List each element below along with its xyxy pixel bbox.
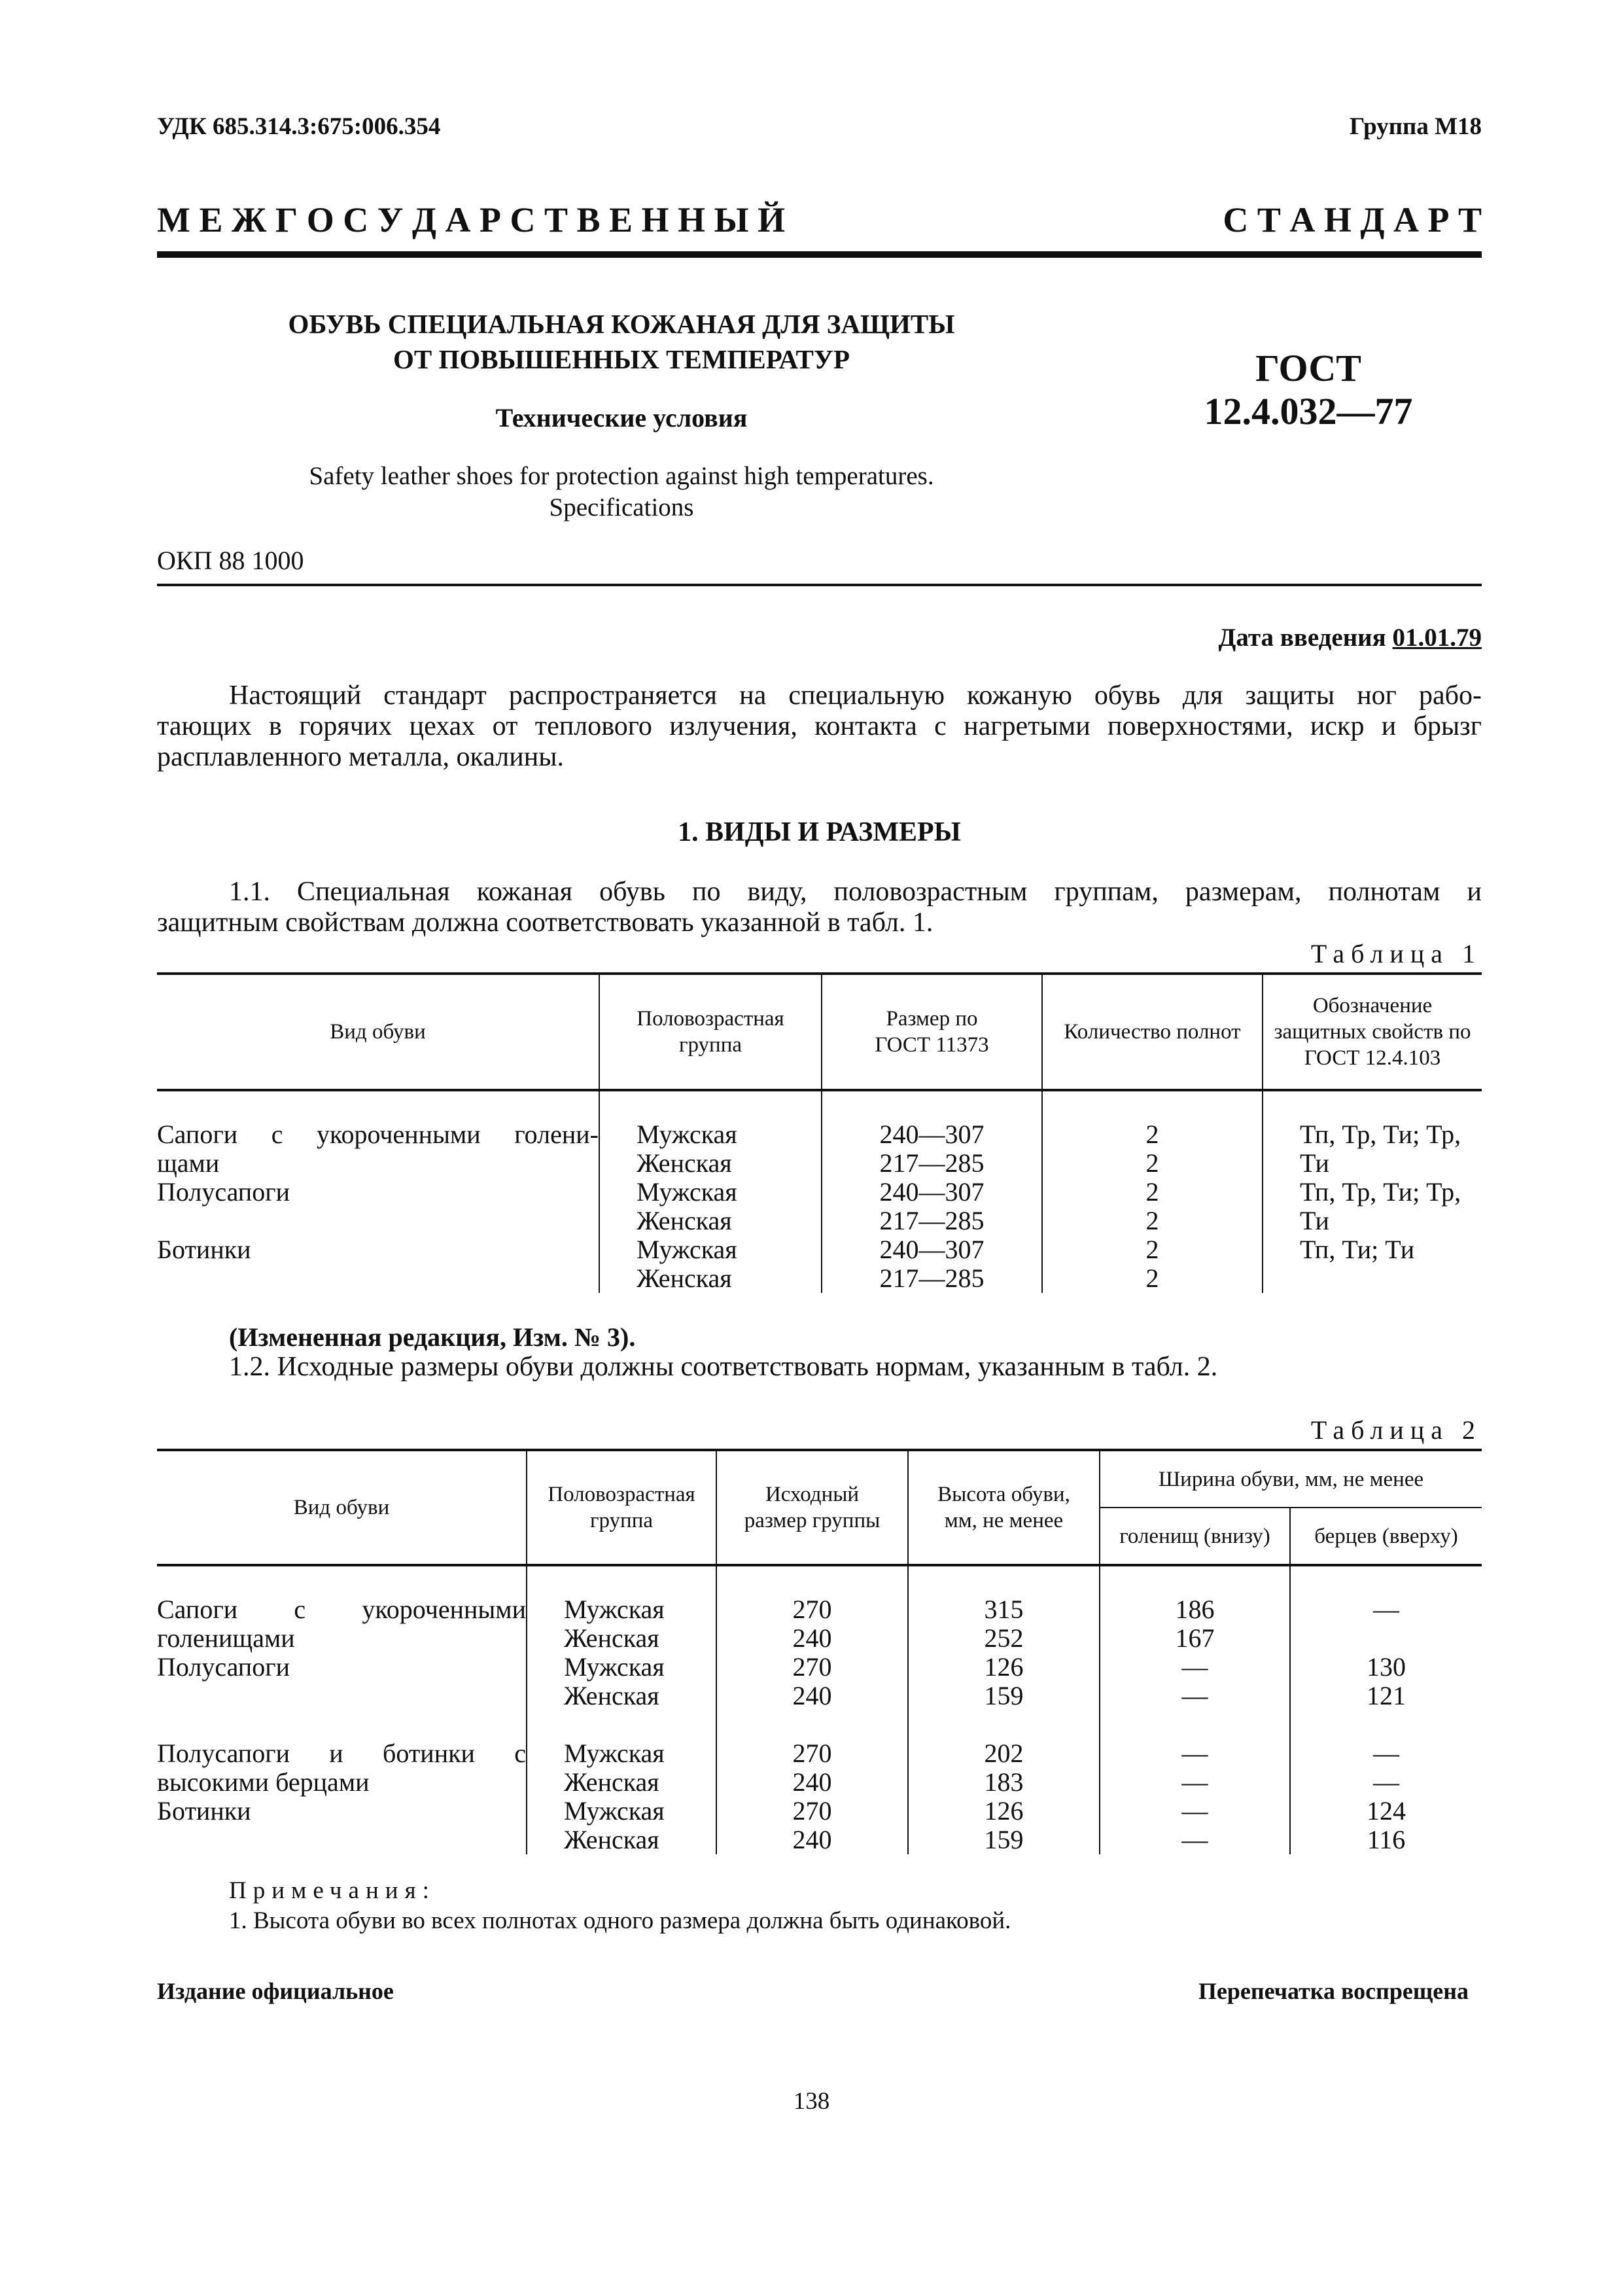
t1-count-cell: 2 [1145,1206,1159,1235]
t1-props-cell: Тп, Тр, Ти; Тр, [1300,1177,1461,1207]
t2-header-kind: Вид обуви [157,1450,527,1565]
gost-label: ГОСТ [1255,347,1361,389]
banner-left: М Е Ж Г О С У Д А Р С Т В Е Н Н Ы Й [157,200,786,239]
t1-header-size: Размер по ГОСТ 11373 [822,974,1042,1090]
note-1: 1. Высота обуви во всех полнотах одного размера должна быть одинаковой. [229,1907,1011,1934]
t1-count-cell: 2 [1145,1120,1159,1149]
t1-kind-line: щами [157,1148,220,1178]
t1-size-cell: 217—285 [879,1206,985,1235]
t2-width-shaft-cell: — [1181,1739,1208,1768]
t1-props-cell [1300,1264,1482,1293]
t1-size-cell: 240—307 [879,1235,985,1264]
t2-width-top-cell: 121 [1367,1681,1406,1710]
group-code: Группа М18 [1349,113,1482,140]
t2-base-size-cell: 270 [792,1739,832,1768]
t2-width-shaft-cell: — [1181,1825,1208,1854]
date-value: 01.01.79 [1392,624,1482,652]
banner-right: С Т А Н Д А Р Т [1223,200,1482,239]
t2-base-size-cell: 270 [792,1796,832,1826]
t1-header-count: Количество полнот [1042,974,1263,1090]
okp-code: ОКП 88 1000 [157,546,304,575]
doc-subtitle: Технические условия [495,403,748,433]
page-number: 138 [793,2088,830,2115]
t2-width-shaft-column [1100,1565,1290,1854]
intro-line-3: расплавленного металла, окалины. [157,742,564,772]
t1-size-cell: 217—285 [879,1263,985,1293]
clause-1-1-line-2: защитным свойствам должна соответствовать указанной в табл. 1. [157,908,934,938]
table-2 [157,1449,1482,1854]
t2-base-size-cell: 240 [792,1623,832,1653]
t1-props-cell: Ти [1300,1206,1329,1235]
udk-code: УДК 685.314.3:675:006.354 [157,113,441,140]
t2-width-shaft-cell: 186 [1175,1595,1215,1624]
t1-size-cell: 240—307 [879,1177,985,1207]
t2-width-top-cell: 116 [1367,1825,1406,1854]
t1-props-cell: Тп, Ти; Ти [1300,1235,1415,1264]
t1-count-cell: 2 [1145,1263,1159,1293]
introduction-date [1219,623,1482,652]
t1-group-cell: Женская [637,1263,732,1293]
t2-group-column [527,1565,716,1854]
date-label: Дата введения [1218,624,1386,652]
intro-line-2: тающих в горячих цехах от теплового излучения, контакта с нагретыми поверхностями, искр и брызг [157,711,1482,741]
t1-kind-line [157,1207,599,1235]
t2-height-cell: 202 [984,1739,1024,1768]
t2-height-cell: 126 [984,1796,1024,1826]
t1-size-column [822,1090,1042,1293]
t2-kind-line: Сапоги с укороченными [157,1595,526,1624]
t2-base-size-cell: 240 [792,1825,832,1854]
t2-base-size-column [716,1565,908,1854]
title-line-1: ОБУВЬ СПЕЦИАЛЬНАЯ КОЖАНАЯ ДЛЯ ЗАЩИТЫ [288,309,955,339]
t2-group-cell [564,1710,716,1739]
t2-width-shaft-cell: — [1181,1652,1208,1682]
title-line-2: ОТ ПОВЫШЕННЫХ ТЕМПЕРАТУР [393,344,850,374]
intro-line-1: Настоящий стандарт распространяется на специальную кожаную обувь для защиты ног рабо- [229,680,1482,711]
t1-kind-line: Полусапоги [157,1177,290,1207]
t1-props-column [1263,1090,1482,1293]
t2-height-cell: 183 [984,1767,1024,1797]
t2-header-base-size: Исходный размер группы [716,1450,908,1565]
t2-group-cell: Женская [564,1623,659,1653]
t2-width-top-cell: — [1373,1595,1399,1624]
t2-kind-column [157,1565,527,1854]
t1-group-cell: Мужская [637,1235,737,1264]
t1-size-cell: 217—285 [879,1148,985,1178]
t1-count-column [1042,1090,1263,1293]
t2-group-cell: Мужская [564,1595,665,1624]
t1-kind-column [157,1090,599,1293]
t2-height-cell: 315 [984,1595,1024,1624]
t2-height-cell: 126 [984,1652,1024,1682]
t2-group-cell: Мужская [564,1739,665,1768]
t1-group-cell: Женская [637,1206,732,1235]
t2-kind-line: голенищами [157,1623,295,1653]
t2-group-cell: Женская [564,1681,659,1710]
t2-height-cell: 252 [984,1623,1024,1653]
clause-1-1-line-1: 1.1. Специальная кожаная обувь по виду, половозрастным группам, размерам, полнотам и [229,877,1482,907]
banner-rule [157,251,1482,258]
t2-height-column [908,1565,1100,1854]
t2-kind-line: Полусапоги [157,1652,290,1682]
notes-label: Примечания: [229,1877,436,1904]
t2-kind-line: высокими берцами [157,1767,370,1797]
t2-kind-line [157,1710,526,1739]
t1-kind-line: Сапоги с укороченными голени- [157,1120,599,1149]
t2-kind-line [157,1826,526,1854]
t2-width-shaft-cell: 167 [1175,1623,1215,1653]
english-title [222,461,1021,523]
t2-width-shaft-cell: — [1181,1681,1208,1710]
t1-group-column [599,1090,822,1293]
standard-banner [157,200,1482,240]
english-line-1: Safety leather shoes for protection against high temperatures. [309,462,934,490]
title-rule [157,584,1482,586]
t2-base-size-cell: 240 [792,1767,832,1797]
t2-base-size-cell: 270 [792,1595,832,1624]
table-1 [157,972,1482,1293]
t2-header-width-shaft: голенищ (внизу) [1100,1508,1290,1565]
t2-group-cell: Женская [564,1825,659,1854]
t2-group-cell: Мужская [564,1652,665,1682]
t2-width-top-cell [1291,1624,1482,1653]
t2-width-top-cell [1291,1710,1482,1739]
t2-group-cell: Мужская [564,1796,665,1826]
doc-title [222,306,1021,377]
t1-group-cell: Мужская [637,1120,737,1149]
t2-width-top-cell: — [1373,1767,1399,1797]
gost-number: 12.4.032—77 [1204,390,1413,433]
t2-header-width-top: берцев (вверху) [1290,1508,1482,1565]
t2-width-top-cell: 124 [1367,1796,1406,1826]
t1-count-cell: 2 [1145,1235,1159,1264]
t2-width-top-column [1290,1565,1482,1854]
t2-height-cell [909,1710,1099,1739]
footer-reprint-prohibited: Перепечатка воспрещена [1198,1978,1469,2004]
t1-kind-line [157,1264,599,1293]
t1-props-cell: Тп, Тр, Ти; Тр, [1300,1120,1461,1149]
clause-1-2: 1.2. Исходные размеры обуви должны соответствовать нормам, указанным в табл. 2. [229,1352,1218,1382]
t2-header-group: Половозрастная группа [527,1450,716,1565]
t1-props-cell: Ти [1300,1148,1329,1178]
t1-header-kind: Вид обуви [157,974,599,1090]
t2-width-shaft-cell: — [1181,1767,1208,1797]
t1-header-props: Обозначение защитных свойств по ГОСТ 12.4.103 [1263,974,1482,1090]
t2-width-shaft-cell [1100,1710,1289,1739]
section-1-heading: 1. ВИДЫ И РАЗМЕРЫ [678,817,961,847]
t2-kind-line: Ботинки [157,1796,251,1826]
t1-count-cell: 2 [1145,1148,1159,1178]
t2-base-size-cell [717,1710,907,1739]
t2-base-size-cell: 270 [792,1652,832,1682]
t2-width-top-cell: — [1373,1739,1399,1768]
clause-1-1 [157,877,1482,938]
t1-group-cell: Мужская [637,1177,737,1207]
gost-designation [1178,347,1439,433]
t2-base-size-cell: 240 [792,1681,832,1710]
t2-group-cell: Женская [564,1767,659,1797]
t2-kind-line: Полусапоги и ботинки с [157,1739,526,1768]
english-line-2: Specifications [549,493,694,521]
t2-width-shaft-cell: — [1181,1796,1208,1826]
t1-header-group: Половозрастная группа [599,974,822,1090]
intro-paragraph [157,680,1482,773]
t2-header-height: Высота обуви, мм, не менее [908,1450,1100,1565]
t1-kind-line: Ботинки [157,1235,251,1264]
t1-size-cell: 240—307 [879,1120,985,1149]
t2-height-cell: 159 [984,1681,1024,1710]
table-1-caption: Таблица 1 [1310,939,1482,968]
t2-header-width: Ширина обуви, мм, не менее [1100,1450,1482,1508]
table-2-caption: Таблица 2 [1310,1415,1482,1445]
change-note: (Измененная редакция, Изм. № 3). [229,1322,636,1352]
footer-official-edition: Издание официальное [157,1978,394,2004]
t2-height-cell: 159 [984,1825,1024,1854]
t2-width-top-cell: 130 [1367,1652,1406,1682]
t1-count-cell: 2 [1145,1177,1159,1207]
t1-group-cell: Женская [637,1148,732,1178]
t2-kind-line [157,1682,526,1710]
